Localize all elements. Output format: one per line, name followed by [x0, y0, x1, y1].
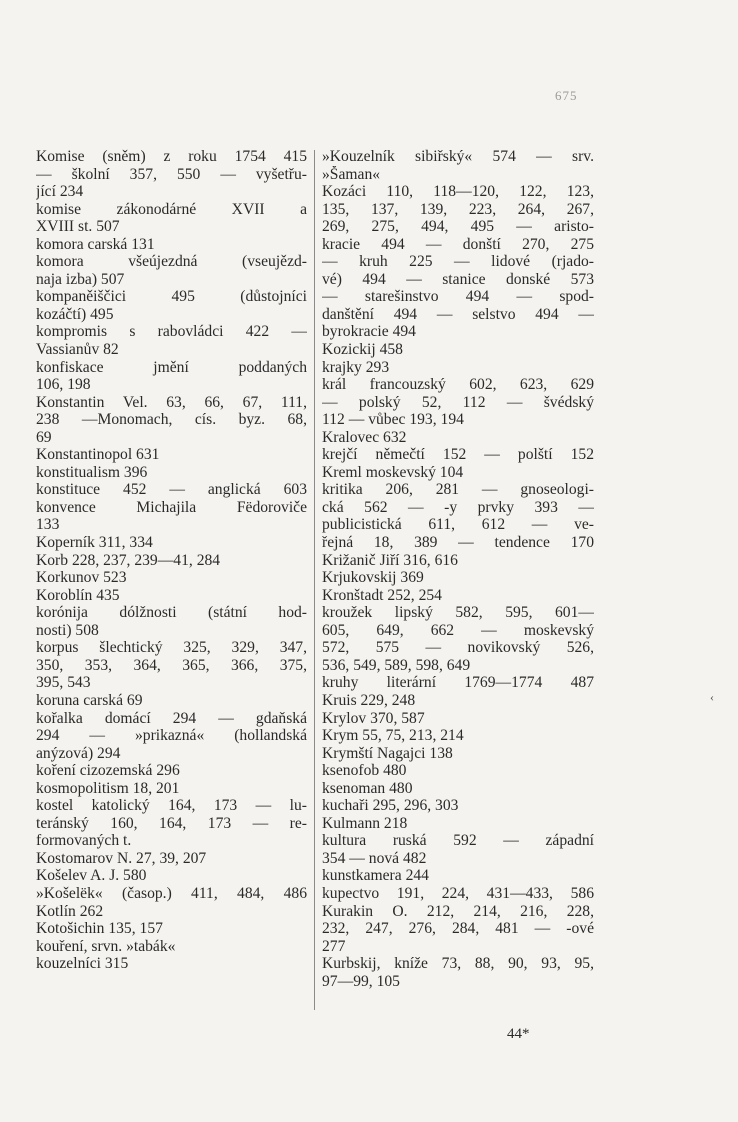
index-line: konstitualism 396 [36, 463, 148, 481]
index-line: kompromis s rabovládci 422 — [36, 323, 307, 341]
index-line: konvence Michajila Fëdoroviče [36, 498, 307, 516]
index-line: Krjukovskij 369 [322, 569, 424, 587]
index-line: 350, 353, 364, 365, 366, 375, [36, 656, 307, 674]
index-line: Križanič Jiří 316, 616 [322, 551, 458, 569]
index-line: komora carská 131 [36, 235, 155, 253]
index-line: — polský 52, 112 — švédský [322, 393, 594, 411]
stray-mark-icon: ‹ [710, 690, 714, 704]
index-line: Kulmann 218 [322, 814, 408, 832]
index-line: naja izba) 507 [36, 270, 125, 288]
column-divider [314, 150, 315, 1010]
index-line: korpus šlechtický 325, 329, 347, [36, 639, 307, 657]
index-line: — kruh 225 — lidové (rjado- [322, 253, 594, 271]
index-line: 97—99, 105 [322, 972, 400, 990]
index-line: koření cizozemská 296 [36, 762, 180, 780]
index-line: krejčí němečtí 152 — polští 152 [322, 446, 594, 464]
index-column-left [36, 148, 307, 973]
index-line: kouření, srvn. »tabák« [36, 937, 176, 955]
index-line: kruhy literární 1769—1774 487 [322, 674, 594, 692]
index-line: 106, 198 [36, 376, 91, 394]
index-line: ksenoman 480 [322, 779, 413, 797]
index-line: publicistická 611, 612 — ve- [322, 516, 594, 534]
index-line: kostel katolický 164, 173 — lu- [36, 797, 307, 815]
index-line: Kozickij 458 [322, 341, 403, 359]
index-line: kořalka domácí 294 — gdaňská [36, 709, 307, 727]
index-line: kupectvo 191, 224, 431—433, 586 [322, 884, 594, 902]
index-line: 294 — »prikazná« (hollandská [36, 727, 307, 745]
index-line: 572, 575 — novikovský 526, [322, 639, 594, 657]
index-line: komora všeújezdná (vseujězd- [36, 253, 307, 271]
index-line: Krymští Nagajci 138 [322, 744, 453, 762]
index-line: Kotlín 262 [36, 902, 104, 920]
index-column-right [322, 148, 594, 990]
index-line: XVIII st. 507 [36, 218, 120, 236]
index-line: danštění 494 — selstvo 494 — [322, 305, 594, 323]
index-line: »Šaman« [322, 165, 381, 183]
index-line: Košelev A. J. 580 [36, 867, 147, 885]
index-line: koruna carská 69 [36, 691, 143, 709]
index-line: 395, 543 [36, 674, 91, 692]
index-line: Kronštadt 252, 254 [322, 586, 442, 604]
index-line: Kotošichin 135, 157 [36, 920, 163, 938]
index-line: 277 [322, 937, 346, 955]
index-line: 536, 549, 589, 598, 649 [322, 656, 471, 674]
index-line: Konstantin Vel. 63, 66, 67, 111, [36, 393, 307, 411]
index-line: anýzová) 294 [36, 744, 121, 762]
index-line: Koperník 311, 334 [36, 534, 153, 552]
index-line: kosmopolitism 18, 201 [36, 779, 180, 797]
index-line: kritika 206, 281 — gnoseologi- [322, 481, 594, 499]
index-line: kultura ruská 592 — západní [322, 832, 594, 850]
index-line: ksenofob 480 [322, 762, 407, 780]
index-line: Kozáci 110, 118—120, 122, 123, [322, 183, 594, 201]
index-line: konstituce 452 — anglická 603 [36, 481, 307, 499]
index-line: komise zákonodárné XVII a [36, 200, 307, 218]
index-line: Konstantinopol 631 [36, 446, 160, 464]
index-line: Komise (sněm) z roku 1754 415 [36, 148, 307, 165]
index-line: konfiskace jmění poddaných [36, 358, 307, 376]
index-line: 112 — vůbec 193, 194 [322, 411, 464, 429]
index-line: — starešinstvo 494 — spod- [322, 288, 594, 306]
index-line: byrokracie 494 [322, 323, 416, 341]
index-line: — školní 357, 550 — vyšetřu- [36, 165, 307, 183]
index-line: 135, 137, 139, 223, 264, 267, [322, 200, 594, 218]
index-line: Korkunov 523 [36, 569, 127, 587]
index-line: formovaných t. [36, 832, 132, 850]
index-line: Krylov 370, 587 [322, 709, 425, 727]
index-line: 69 [36, 428, 52, 446]
index-line: Kralovec 632 [322, 428, 407, 446]
index-line: 269, 275, 494, 495 — aristo- [322, 218, 594, 236]
index-line: Kurakin O. 212, 214, 216, 228, [322, 902, 594, 920]
index-line: král francouzský 602, 623, 629 [322, 376, 594, 394]
index-line: kozáčtí) 495 [36, 305, 114, 323]
index-line: Vassianův 82 [36, 341, 119, 359]
index-line: kouzelníci 315 [36, 955, 129, 973]
signature-mark: 44* [507, 1026, 530, 1042]
index-line: »Kouzelník sibiřský« 574 — srv. [322, 148, 594, 165]
index-line: jící 234 [36, 183, 84, 201]
index-line: 238 —Monomach, cís. byz. 68, [36, 411, 307, 429]
index-line: Kreml moskevský 104 [322, 463, 464, 481]
index-line: řejná 18, 389 — tendence 170 [322, 534, 594, 552]
index-line: kroužek lipský 582, 595, 601— [322, 604, 594, 622]
index-line: »Košelëk« (časop.) 411, 484, 486 [36, 884, 307, 902]
index-line: teránský 160, 164, 173 — re- [36, 814, 307, 832]
page-number: 675 [555, 88, 578, 103]
index-line: Kostomarov N. 27, 39, 207 [36, 849, 207, 867]
index-line: korónija dólžnosti (státní hod- [36, 604, 307, 622]
index-line: krajky 293 [322, 358, 390, 376]
index-line: Koroblín 435 [36, 586, 120, 604]
index-line: 605, 649, 662 — moskevský [322, 621, 594, 639]
index-line: kracie 494 — donští 270, 275 [322, 235, 594, 253]
index-line: Kurbskij, kníže 73, 88, 90, 93, 95, [322, 955, 594, 973]
index-line: Korb 228, 237, 239—41, 284 [36, 551, 221, 569]
index-line: nosti) 508 [36, 621, 99, 639]
index-line: Krym 55, 75, 213, 214 [322, 727, 464, 745]
index-line: vé) 494 — stanice donské 573 [322, 270, 594, 288]
index-line: kompaněiščici 495 (důstojníci [36, 288, 307, 306]
index-line: 133 [36, 516, 60, 534]
index-line: Kruis 229, 248 [322, 691, 416, 709]
index-line: 354 — nová 482 [322, 849, 427, 867]
index-line: 232, 247, 276, 284, 481 — -ové [322, 920, 594, 938]
index-line: kuchaři 295, 296, 303 [322, 797, 459, 815]
index-line: kunstkamera 244 [322, 867, 429, 885]
index-line: cká 562 — -y prvky 393 — [322, 498, 594, 516]
